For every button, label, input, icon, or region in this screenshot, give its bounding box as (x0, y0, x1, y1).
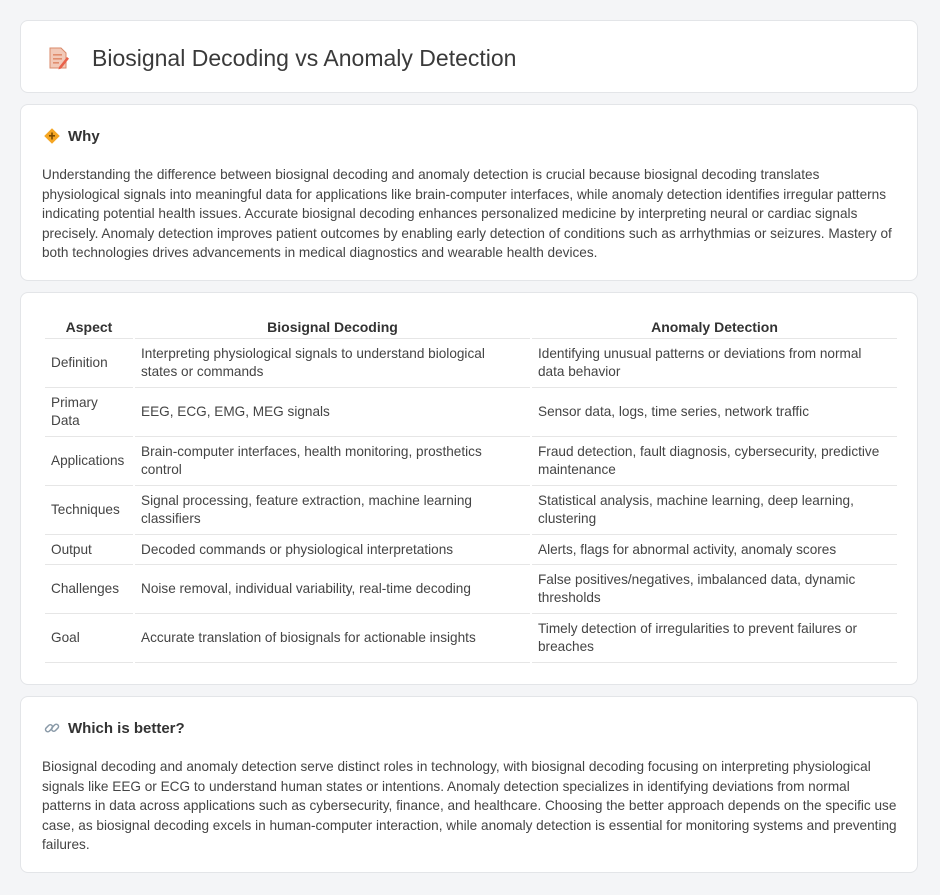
link-icon (43, 719, 61, 737)
title-card (20, 20, 918, 93)
cell-aspect: Techniques (45, 486, 133, 535)
table-row (45, 388, 897, 437)
cell-biosignal: Interpreting physiological signals to understand biological states or commands (135, 339, 530, 388)
table-row (45, 565, 897, 614)
why-section (20, 104, 918, 281)
cell-anomaly: Sensor data, logs, time series, network traffic (532, 388, 897, 437)
col-header-biosignal: Biosignal Decoding (135, 316, 530, 339)
table-row (45, 437, 897, 486)
cell-biosignal: Decoded commands or physiological interpretations (135, 535, 530, 565)
table-row (45, 339, 897, 388)
which-is-better-section (20, 696, 918, 873)
cell-aspect: Primary Data (45, 388, 133, 437)
cell-biosignal: EEG, ECG, EMG, MEG signals (135, 388, 530, 437)
better-heading-text: Which is better? (68, 719, 185, 737)
cell-biosignal: Signal processing, feature extraction, machine learning classifiers (135, 486, 530, 535)
table-header-row (45, 316, 897, 339)
cell-aspect: Definition (45, 339, 133, 388)
cell-anomaly: False positives/negatives, imbalanced data, dynamic thresholds (532, 565, 897, 614)
better-paragraph: Biosignal decoding and anomaly detection serve distinct roles in technology, with biosignal decoding focusing on interpreting physiological signals like EEG or ECG to understand human states or intentions. Anomaly detection specializes in identifying deviations from normal patterns in data across applications such as cybersecurity, finance, and healthcare. Choosing the better approach depends on the specific use case, as biosignal decoding excels in human-computer interaction, while anomaly detection is essential for monitoring systems and preventing failures. (42, 759, 897, 853)
page-title: Biosignal Decoding vs Anomaly Detection (92, 45, 517, 71)
cell-anomaly: Identifying unusual patterns or deviations from normal data behavior (532, 339, 897, 388)
cell-biosignal: Noise removal, individual variability, real-time decoding (135, 565, 530, 614)
document-pencil-icon (45, 45, 71, 71)
col-header-anomaly: Anomaly Detection (532, 316, 897, 339)
cell-aspect: Output (45, 535, 133, 565)
cell-anomaly: Fraud detection, fault diagnosis, cybersecurity, predictive maintenance (532, 437, 897, 486)
why-heading (43, 127, 100, 145)
table-row (45, 535, 897, 565)
cell-anomaly: Alerts, flags for abnormal activity, anomaly scores (532, 535, 897, 565)
diamond-sign-icon (43, 127, 61, 145)
cell-biosignal: Accurate translation of biosignals for actionable insights (135, 614, 530, 663)
why-heading-text: Why (68, 127, 100, 145)
why-paragraph: Understanding the difference between biosignal decoding and anomaly detection is crucial because biosignal decoding translates physiological signals into meaningful data for applications like brain-computer interfaces, while anomaly detection identifies irregular patterns indicating potential health issues. Accurate biosignal decoding enhances personalized medicine by interpreting neural or cardiac signals precisely. Anomaly detection improves patient outcomes by enabling early detection of conditions such as arrhythmias or seizures. Mastery of both technologies drives advancements in medical diagnostics and wearable health devices. (42, 167, 892, 261)
comparison-table (43, 316, 899, 663)
table-row (45, 486, 897, 535)
cell-aspect: Goal (45, 614, 133, 663)
table-row (45, 614, 897, 663)
cell-anomaly: Timely detection of irregularities to prevent failures or breaches (532, 614, 897, 663)
cell-aspect: Challenges (45, 565, 133, 614)
cell-biosignal: Brain-computer interfaces, health monitoring, prosthetics control (135, 437, 530, 486)
cell-aspect: Applications (45, 437, 133, 486)
cell-anomaly: Statistical analysis, machine learning, deep learning, clustering (532, 486, 897, 535)
col-header-aspect: Aspect (45, 316, 133, 339)
better-heading (43, 719, 185, 737)
comparison-table-card (20, 292, 918, 685)
